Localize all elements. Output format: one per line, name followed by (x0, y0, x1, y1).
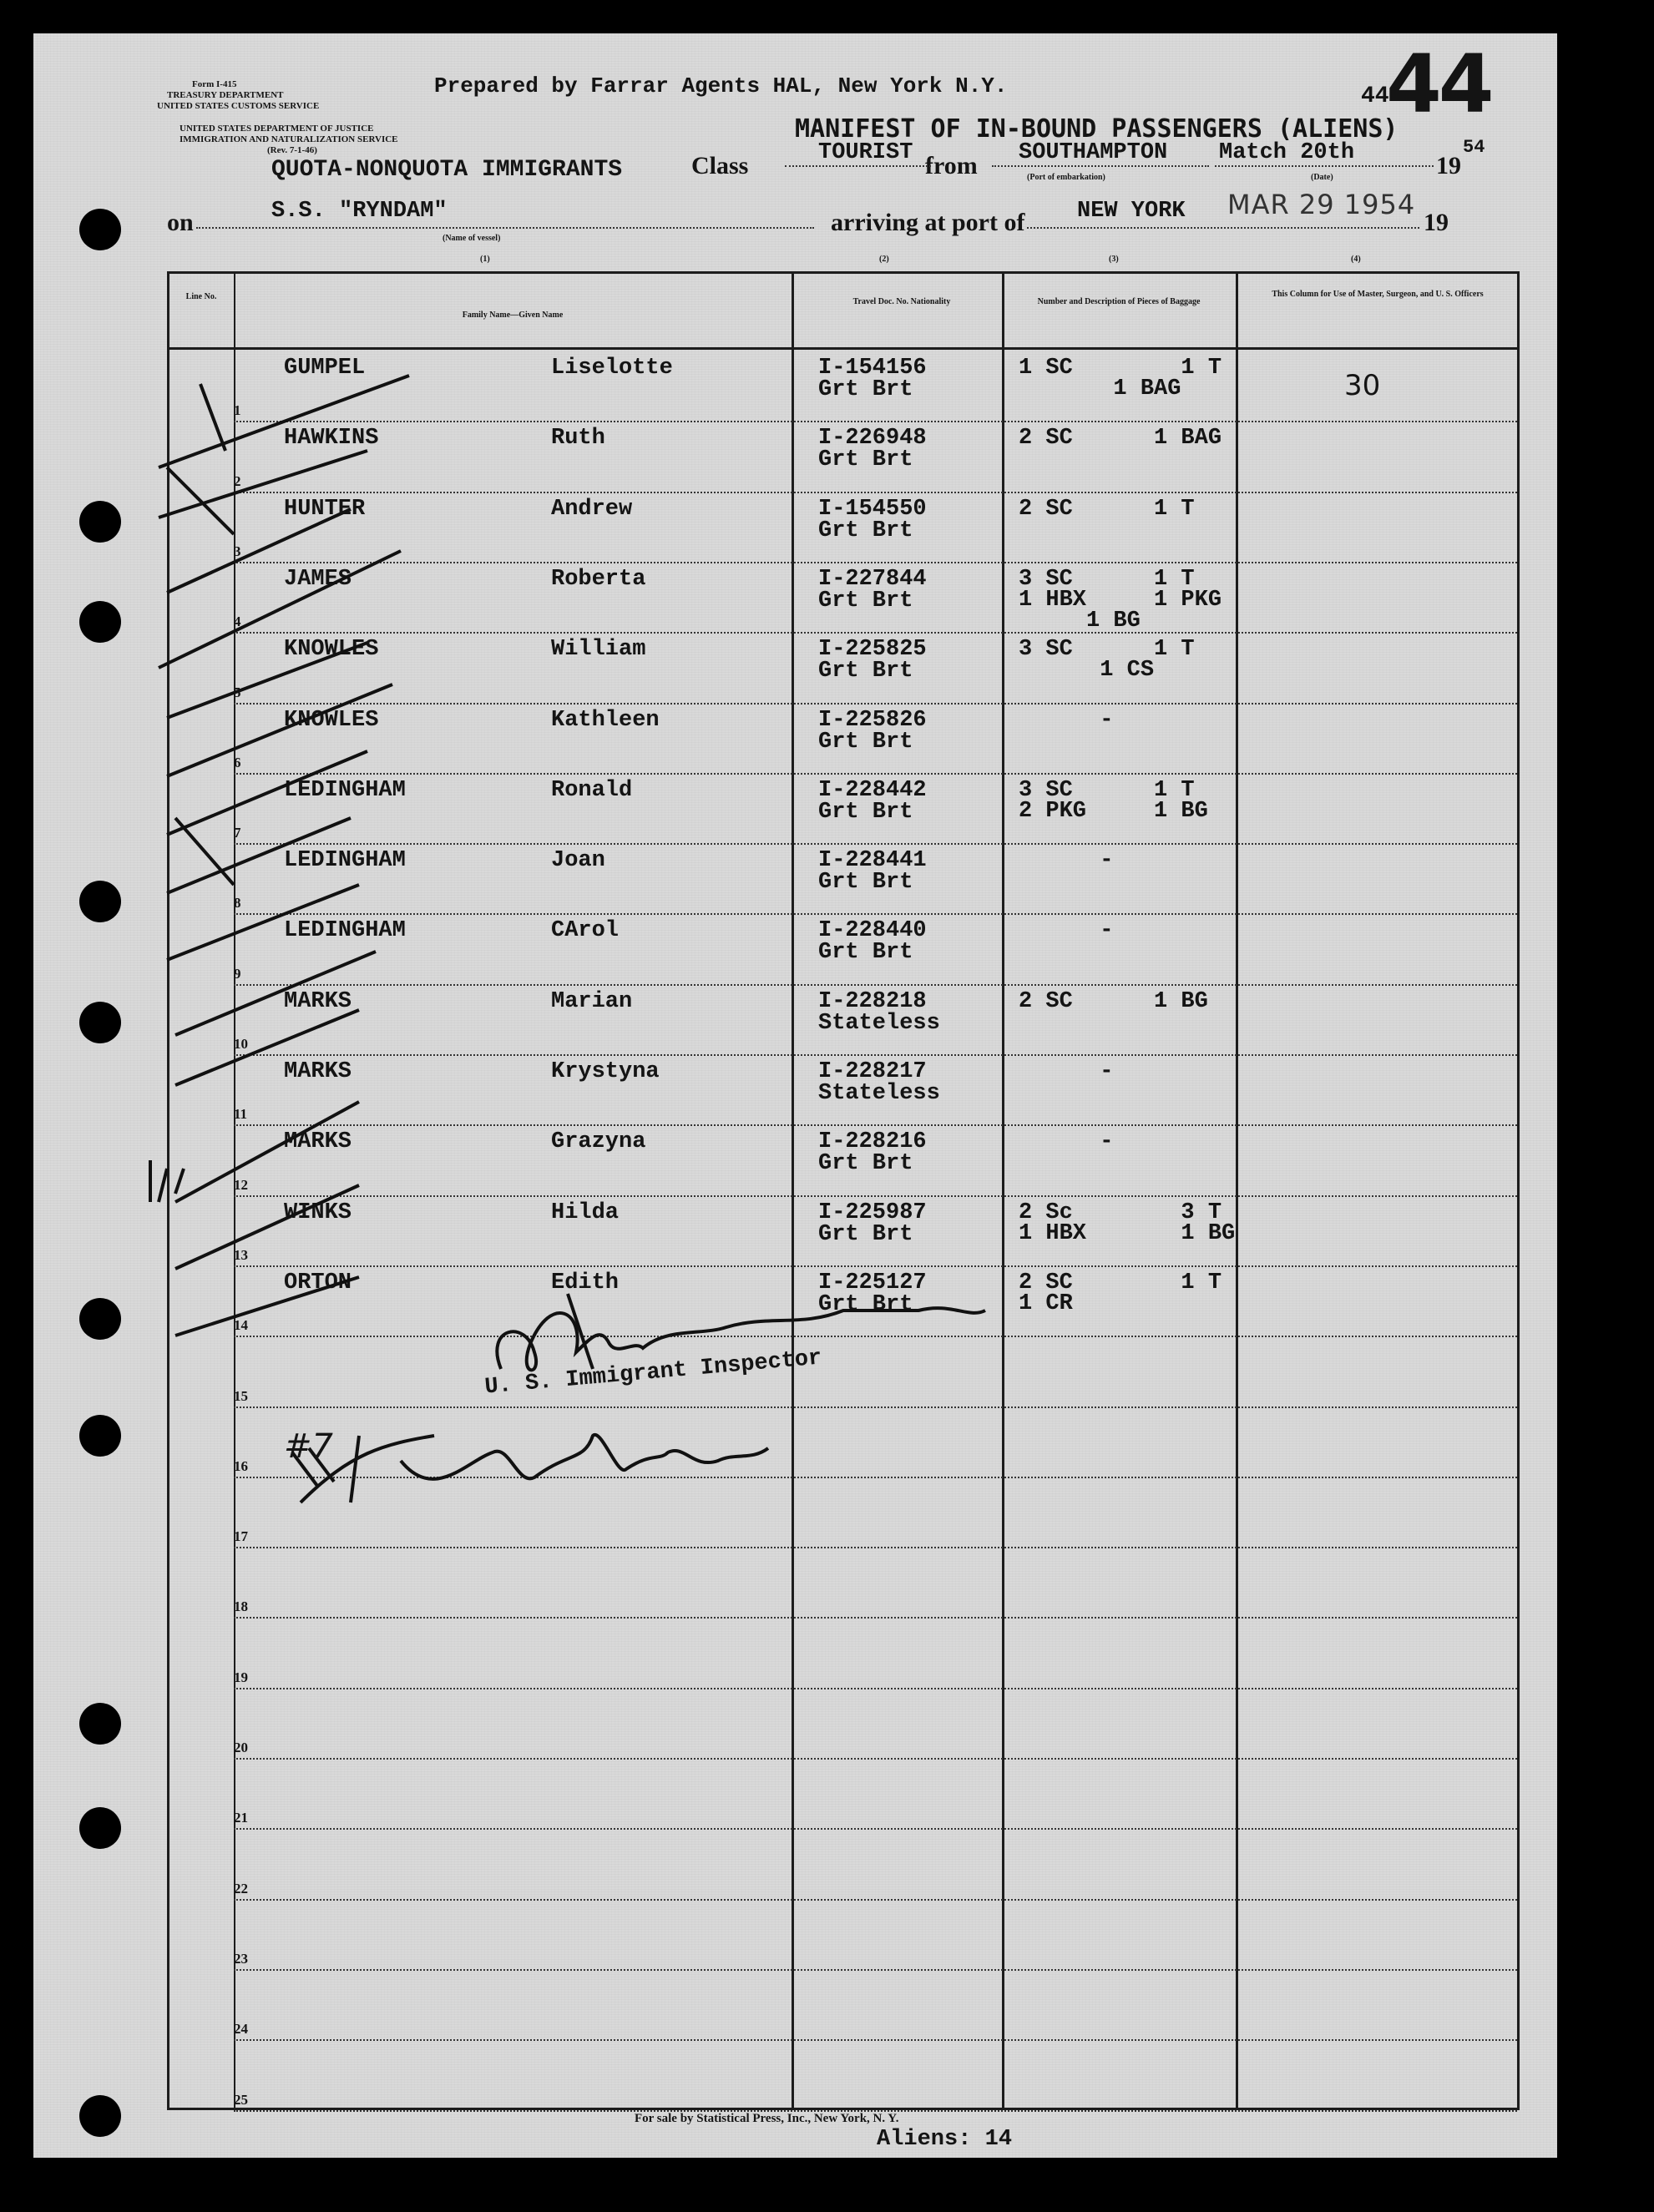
family-name: LEDINGHAM (284, 778, 406, 803)
arrival-port: NEW YORK (1077, 199, 1186, 224)
manifest-no-small: 44 (1361, 83, 1389, 109)
punch-hole (79, 1703, 121, 1745)
line-number: 13 (234, 1247, 248, 1263)
year-value: 54 (1463, 137, 1485, 158)
family-name: GUMPEL (284, 356, 366, 381)
given-name: Liselotte (551, 356, 673, 381)
arrival-year: 19 (1424, 209, 1449, 236)
travel-doc-number: I-225987 (818, 1200, 927, 1225)
family-name: HAWKINS (284, 426, 379, 451)
handwritten-signature (267, 1402, 810, 1528)
travel-doc-number: I-228442 (818, 778, 927, 803)
punch-hole (79, 501, 121, 543)
given-name: Kathleen (551, 708, 660, 733)
arriving-label: arriving at port of (831, 209, 1025, 236)
family-name: ORTON (284, 1270, 352, 1295)
row-rule (234, 1828, 1517, 1830)
line-number: 3 (234, 543, 241, 559)
baggage-line: 1 SC 1 T (1019, 356, 1222, 381)
nationality: Grt Brt (818, 447, 913, 472)
nationality: Grt Brt (818, 588, 913, 614)
baggage-line: 1 CR (1019, 1291, 1073, 1316)
line-number: 17 (234, 1528, 248, 1544)
family-name: HUNTER (284, 497, 366, 522)
col-number: (3) (1109, 255, 1119, 264)
line-number: 8 (234, 895, 241, 911)
line-number: 9 (234, 966, 241, 982)
punch-hole (79, 1002, 121, 1043)
travel-doc-number: I-228440 (818, 918, 927, 943)
nationality: Grt Brt (818, 870, 913, 895)
baggage-line: 1 HBX 1 PKG (1019, 588, 1222, 613)
given-name: Marian (551, 989, 633, 1014)
baggage-line: - (1019, 848, 1114, 873)
given-name: William (551, 637, 646, 662)
baggage-line: - (1019, 708, 1114, 733)
travel-doc-number: I-228441 (818, 848, 927, 873)
given-name: Andrew (551, 497, 633, 522)
travel-doc-number: I-225127 (818, 1270, 927, 1295)
baggage-line: 2 SC 1 T (1019, 497, 1195, 522)
class-label: Class (691, 152, 749, 179)
family-name: KNOWLES (284, 708, 379, 733)
inspector-mark: #7 (284, 1427, 333, 1466)
manifest-page (33, 33, 1557, 2158)
vessel-name: S.S. "RYNDAM" (271, 199, 448, 224)
nationality: Stateless (818, 1011, 940, 1036)
family-name: MARKS (284, 989, 352, 1014)
travel-doc-number: I-228217 (818, 1059, 927, 1084)
check-marks (134, 351, 443, 1344)
given-name: Edith (551, 1270, 620, 1295)
given-name: Joan (551, 848, 605, 873)
baggage-line: 2 SC 1 BAG (1019, 426, 1222, 451)
given-name: Ronald (551, 778, 633, 803)
family-name: JAMES (284, 567, 352, 592)
given-name: Hilda (551, 1200, 620, 1225)
line-number: 18 (234, 1598, 248, 1614)
official-note: 30 (1344, 369, 1381, 402)
nationality: Grt Brt (818, 518, 913, 543)
line-number: 11 (234, 1106, 248, 1122)
nationality: Grt Brt (818, 940, 913, 965)
baggage-line: 1 BAG (1019, 376, 1181, 401)
form-number: Form I-415 (192, 79, 237, 89)
line-number: 2 (234, 473, 241, 489)
baggage-line: 3 SC 1 T (1019, 567, 1195, 592)
family-name: KNOWLES (284, 637, 379, 662)
line-number: 5 (234, 684, 241, 700)
family-name: WINKS (284, 1200, 352, 1225)
travel-doc-number: I-228216 (818, 1129, 927, 1154)
line-number: 23 (234, 1951, 248, 1967)
travel-doc-number: I-226948 (818, 426, 927, 451)
dept-line: UNITED STATES DEPARTMENT OF JUSTICE (180, 124, 374, 134)
manifest-title: MANIFEST OF IN-BOUND PASSENGERS (ALIENS) (795, 114, 1399, 144)
embarkation-date: Match 20th (1219, 140, 1355, 165)
given-name: Ruth (551, 426, 605, 451)
travel-doc-number: I-227844 (818, 567, 927, 592)
col-header-baggage: Number and Description of Pieces of Baggage (1037, 297, 1201, 306)
baggage-line: 2 SC 1 T (1019, 1270, 1222, 1295)
line-number: 7 (234, 825, 241, 841)
arrival-date-stamp: MAR 29 1954 (1227, 189, 1416, 220)
prepared-by: Prepared by Farrar Agents HAL, New York N.Y. (434, 73, 1008, 98)
line-number: 22 (234, 1881, 248, 1896)
line-number: 1 (234, 402, 241, 418)
given-name: Grazyna (551, 1129, 646, 1154)
family-name: LEDINGHAM (284, 848, 406, 873)
baggage-line: 1 CS (1019, 658, 1155, 683)
baggage-line: - (1019, 1129, 1114, 1154)
col-header-name: Family Name—Given Name (462, 311, 564, 320)
printer-note: For sale by Statistical Press, Inc., New York, N. Y. (635, 2112, 899, 2125)
line-number: 20 (234, 1740, 248, 1755)
on-label: on (167, 209, 194, 236)
nationality: Stateless (818, 1081, 940, 1106)
line-number: 6 (234, 755, 241, 770)
col-header-line: Line No. (185, 292, 217, 301)
col-number: (1) (480, 255, 490, 264)
family-name: MARKS (284, 1059, 352, 1084)
dept-line: UNITED STATES CUSTOMS SERVICE (157, 101, 320, 111)
line-number: 24 (234, 2021, 248, 2037)
row-rule (234, 1758, 1517, 1760)
given-name: CArol (551, 918, 620, 943)
baggage-line: - (1019, 918, 1114, 943)
punch-hole (79, 2095, 121, 2137)
manifest-no-large: 44 (1386, 38, 1491, 131)
baggage-line: 3 SC 1 T (1019, 778, 1195, 803)
line-number: 16 (234, 1458, 248, 1474)
nationality: Grt Brt (818, 730, 913, 755)
line-number: 14 (234, 1317, 248, 1333)
col-header-travel: Travel Doc. No. Nationality (852, 297, 951, 306)
port-of-embarkation: SOUTHAMPTON (1019, 140, 1168, 165)
baggage-line: 2 PKG 1 BG (1019, 799, 1208, 824)
row-rule (234, 1617, 1517, 1619)
baggage-line: 1 BG (1019, 609, 1141, 634)
row-rule (234, 1899, 1517, 1901)
nationality: Grt Brt (818, 659, 913, 684)
line-number: 25 (234, 2092, 248, 2108)
punch-hole (79, 209, 121, 250)
punch-hole (79, 881, 121, 922)
line-number: 12 (234, 1177, 248, 1193)
baggage-line: 3 SC 1 T (1019, 637, 1195, 662)
aliens-count: Aliens: 14 (877, 2127, 1013, 2152)
punch-hole (79, 1415, 121, 1457)
quota-heading: QUOTA-NONQUOTA IMMIGRANTS (271, 157, 623, 183)
row-rule (234, 1688, 1517, 1689)
travel-doc-number: I-154156 (818, 356, 927, 381)
col-header-officers: This Column for Use of Master, Surgeon, and U. S. Officers (1272, 290, 1484, 299)
family-name: MARKS (284, 1129, 352, 1154)
row-rule (234, 2039, 1517, 2041)
baggage-line: - (1019, 1059, 1114, 1084)
punch-hole (79, 1298, 121, 1340)
travel-doc-number: I-225826 (818, 708, 927, 733)
year-prefix: 19 (1436, 152, 1461, 179)
line-number: 19 (234, 1669, 248, 1685)
punch-hole (79, 1807, 121, 1849)
nationality: Grt Brt (818, 1222, 913, 1247)
nationality: Grt Brt (818, 800, 913, 825)
family-name: LEDINGHAM (284, 918, 406, 943)
baggage-line: 1 HBX 1 BG (1019, 1221, 1236, 1246)
inspector-label: U. S. Immigrant Inspector (483, 1346, 823, 1401)
line-number: 15 (234, 1388, 248, 1404)
port-caption: (Port of embarkation) (1027, 173, 1105, 182)
nationality: Grt Brt (818, 1292, 913, 1317)
dept-line: IMMIGRATION AND NATURALIZATION SERVICE (180, 134, 398, 144)
baggage-line: 2 SC 1 BG (1019, 989, 1208, 1014)
dept-line: TREASURY DEPARTMENT (167, 90, 284, 100)
col-number: (2) (879, 255, 889, 264)
nationality: Grt Brt (818, 1151, 913, 1176)
given-name: Roberta (551, 567, 646, 592)
baggage-line: 2 Sc 3 T (1019, 1200, 1222, 1225)
travel-doc-number: I-225825 (818, 637, 927, 662)
nationality: Grt Brt (818, 377, 913, 402)
line-number: 4 (234, 614, 241, 629)
travel-doc-number: I-228218 (818, 989, 927, 1014)
line-number: 21 (234, 1810, 248, 1826)
from-label: from (925, 152, 978, 179)
col-number: (4) (1351, 255, 1361, 264)
travel-doc-number: I-154550 (818, 497, 927, 522)
class-value: TOURIST (818, 140, 913, 165)
row-rule (234, 1969, 1517, 1971)
dept-line: (Rev. 7-1-46) (267, 145, 317, 155)
given-name: Krystyna (551, 1059, 660, 1084)
punch-hole (79, 601, 121, 643)
line-number: 10 (234, 1036, 248, 1052)
row-rule (234, 1547, 1517, 1548)
vessel-caption: (Name of vessel) (443, 234, 501, 243)
date-caption: (Date) (1311, 173, 1333, 182)
